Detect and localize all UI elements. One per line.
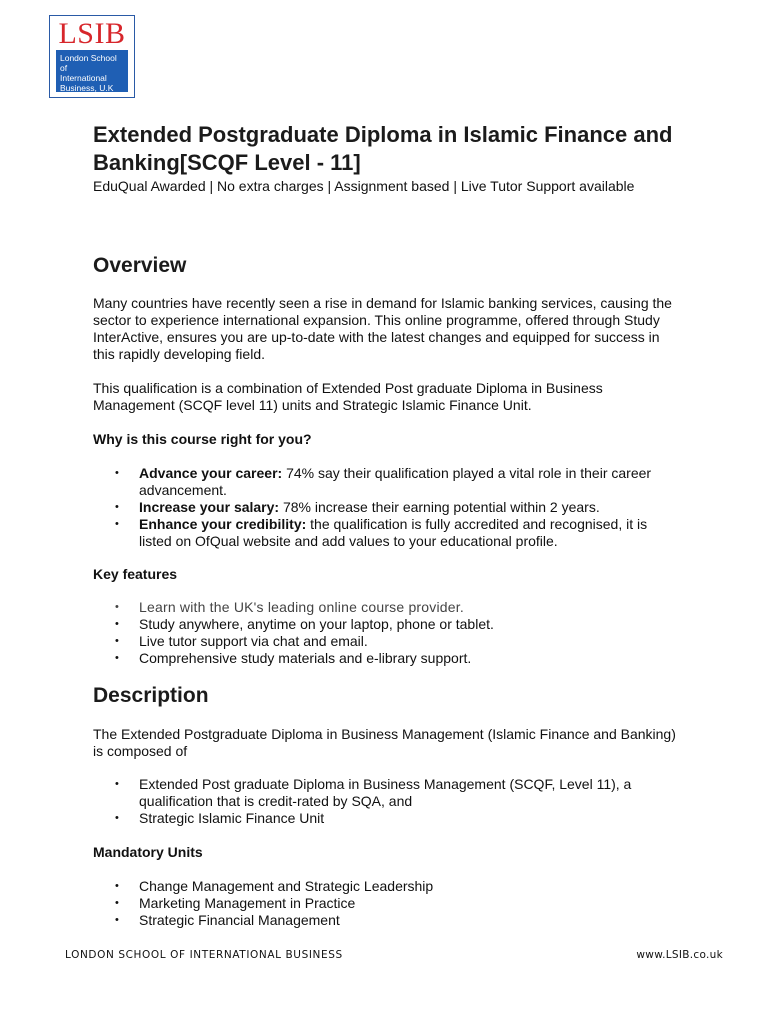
item-text: the qualification is fully accredited and recognised, it is listed on OfQual website and add values to your educational profile. <box>139 516 648 549</box>
key-features-heading: Key features <box>93 566 178 582</box>
list-item <box>93 516 683 550</box>
list-item: • Comprehensive study materials and e-library support. <box>93 650 683 667</box>
lsib-logo <box>49 15 135 98</box>
item-text: 78% increase their earning potential within 2 years. <box>279 499 600 515</box>
list-item: • Study anywhere, anytime on your laptop, phone or tablet. <box>93 616 683 633</box>
mandatory-units-list <box>93 878 683 929</box>
overview-paragraph-2: This qualification is a combination of Extended Post graduate Diploma in Business Management (SCQF level 11) units and Strategic Islamic Finance Unit. <box>93 380 603 413</box>
list-item <box>93 465 683 499</box>
item-text: 74% say their qualification played a vital role in their career advancement. <box>139 465 652 498</box>
logo-line: Business, U.K <box>60 83 114 93</box>
page-subtitle: EduQual Awarded | No extra charges | Assignment based | Live Tutor Support available <box>93 178 635 194</box>
list-item <box>93 499 683 516</box>
logo-line: International <box>60 73 107 83</box>
logo-wordmark: LSIB <box>58 17 126 50</box>
item-label: Advance your career: <box>139 465 283 481</box>
list-item: • Live tutor support via chat and email. <box>93 633 683 650</box>
why-course-heading: Why is this course right for you? <box>93 431 312 447</box>
list-item: • Change Management and Strategic Leadership <box>93 878 683 895</box>
overview-heading: Overview <box>93 254 187 277</box>
item-label: Enhance your credibility: <box>139 516 307 532</box>
logo-line: London School of <box>60 53 117 73</box>
item-label: Increase your salary: <box>139 499 280 515</box>
list-item: • Learn with the UK's leading online course provider. <box>93 599 683 616</box>
why-course-list <box>93 465 683 550</box>
footer-website-link[interactable]: www.LSIB.co.uk <box>636 949 723 961</box>
description-heading: Description <box>93 684 209 707</box>
list-item: • Strategic Financial Management <box>93 912 683 929</box>
footer-school-name: LONDON SCHOOL OF INTERNATIONAL BUSINESS <box>65 949 343 961</box>
list-item: • Extended Post graduate Diploma in Business Management (SCQF, Level 11), a qualification that is credit-rated by SQA, and <box>93 776 683 810</box>
key-features-list <box>93 599 683 667</box>
description-list <box>93 776 683 827</box>
description-paragraph: The Extended Postgraduate Diploma in Business Management (Islamic Finance and Banking) is composed of <box>93 726 676 759</box>
mandatory-units-heading: Mandatory Units <box>93 844 203 860</box>
page-title: Extended Postgraduate Diploma in Islamic Finance and Banking[SCQF Level - 11] <box>93 122 673 175</box>
list-item: • Strategic Islamic Finance Unit <box>93 810 683 827</box>
overview-paragraph-1: Many countries have recently seen a rise in demand for Islamic banking services, causing the sector to experience international expansion. This online programme, offered through Study InterActive, ensures you are up-to-date with the latest changes and equipped for success in this rapidly developing field. <box>93 295 672 362</box>
list-item: • Marketing Management in Practice <box>93 895 683 912</box>
logo-tagline-box <box>56 50 128 92</box>
